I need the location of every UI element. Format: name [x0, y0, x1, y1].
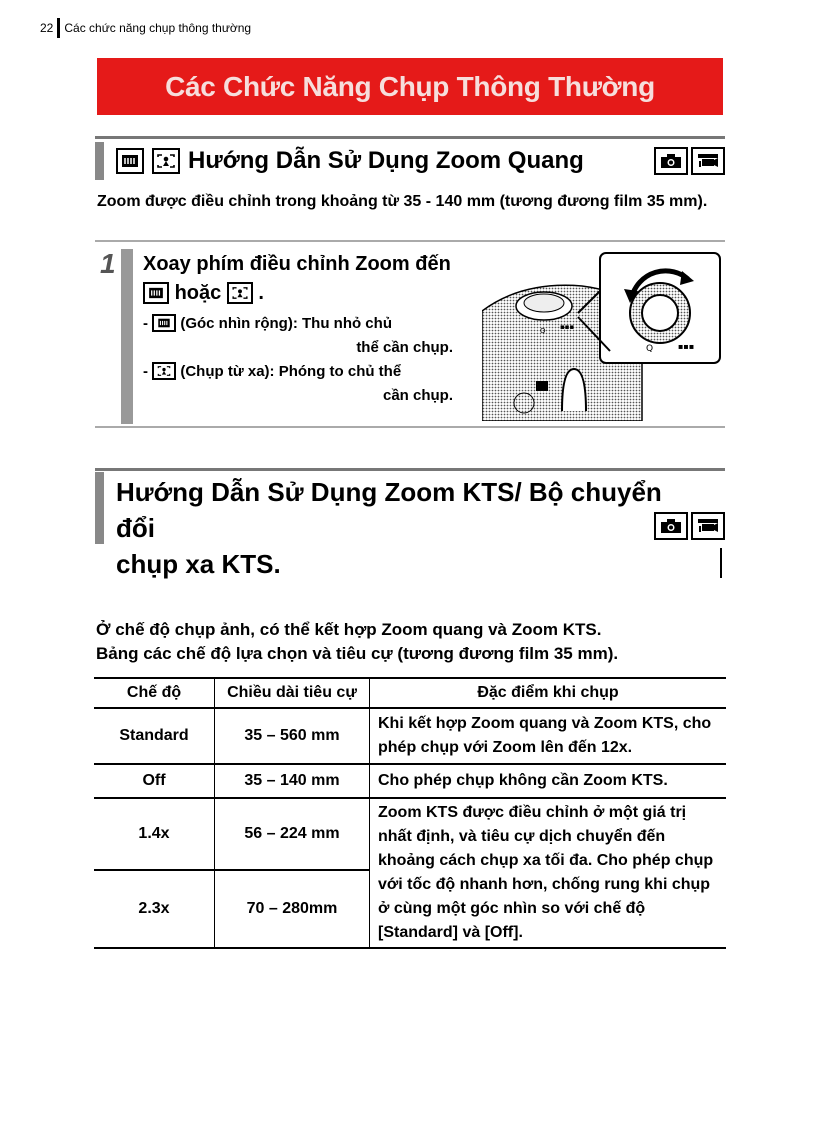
section2-top-rule	[95, 468, 725, 471]
table-header-focal: Chiều dài tiêu cự	[215, 678, 370, 708]
step-main-line2	[143, 279, 463, 308]
focal-cell: 35 – 140 mm	[215, 764, 370, 798]
intro-line2: Bảng các chế độ lựa chọn và tiêu cự (tương đương film 35 mm).	[96, 644, 619, 663]
table-row	[94, 798, 726, 870]
bullet: -	[143, 363, 148, 380]
section2-heading	[116, 474, 676, 582]
svg-text:▪▪▪: ▪▪▪	[678, 342, 695, 351]
mode-cell: 2.3x	[94, 870, 215, 948]
section1-bottom-rule	[95, 426, 725, 428]
section1-description: Zoom được điều chỉnh trong khoảng từ 35 - 140 mm (tương đương film 35 mm).	[97, 193, 708, 210]
zoom-tele-icon	[152, 362, 176, 380]
mode-cell: 1.4x	[94, 798, 215, 870]
zoom-tele-icon	[227, 282, 253, 304]
tele-description	[143, 360, 463, 408]
section2-title-line1: Hướng Dẫn Sử Dụng Zoom KTS/ Bộ chuyển đổi	[116, 477, 662, 543]
still-camera-icon	[654, 147, 688, 175]
table-header-mode: Chế độ	[94, 678, 215, 708]
running-header	[40, 18, 251, 38]
wide-desc-2: thể cần chụp.	[356, 339, 453, 356]
chapter-banner	[97, 58, 723, 115]
intro-line1: Ở chế độ chụp ảnh, có thể kết hợp Zoom quang và Zoom KTS.	[96, 620, 602, 639]
zoom-wide-icon	[143, 282, 169, 304]
table-header-feature: Đặc điểm khi chụp	[370, 678, 727, 708]
focal-cell: 56 – 224 mm	[215, 798, 370, 870]
table-row	[94, 764, 726, 798]
page-number: 22	[40, 21, 54, 35]
still-camera-icon	[654, 512, 688, 540]
running-title: Các chức năng chụp thông thường	[64, 21, 252, 35]
header-divider	[57, 18, 60, 38]
wide-desc-1: Thu nhỏ chủ	[302, 315, 392, 332]
chapter-title: Các Chức Năng Chụp Thông Thường	[165, 70, 655, 102]
svg-text:Q: Q	[540, 327, 546, 335]
section2-side-bar	[95, 472, 104, 544]
mode-cell: Off	[94, 764, 215, 798]
step-instructions	[143, 250, 463, 408]
or-word: hoặc	[174, 282, 222, 304]
movie-camera-icon	[691, 512, 725, 540]
section2-mode-icons	[654, 512, 725, 540]
section1-title: Hướng Dẫn Sử Dụng Zoom Quang	[188, 147, 584, 174]
zoom-wide-icon	[152, 314, 176, 332]
table-row	[94, 708, 726, 764]
feature-cell: Khi kết hợp Zoom quang và Zoom KTS, cho phép chụp với Zoom lên đến 12x.	[370, 708, 727, 764]
section1-top-rule	[95, 136, 725, 139]
movie-camera-icon	[691, 147, 725, 175]
section1-side-bar	[95, 142, 104, 180]
zoom-mode-table	[94, 677, 726, 949]
wide-description	[143, 312, 463, 360]
feature-cell: Zoom KTS được điều chỉnh ở một giá trị nhất định, và tiêu cự dịch chuyển đến khoảng cách chụp xa tối đa. Cho phép chụp với tốc độ nhanh hơn, chống rung khi chụp ở cùng một góc nhìn so với chế độ [Standard] và [Off].	[370, 798, 727, 948]
step-number: 1	[100, 248, 116, 279]
tele-desc-2: cần chụp.	[382, 387, 453, 404]
svg-text:Q: Q	[646, 344, 654, 354]
zoom-tele-icon	[152, 148, 180, 174]
zoom-lever-illustration	[482, 251, 722, 421]
table-header-row	[94, 678, 726, 708]
wide-label: (Góc nhìn rộng):	[180, 315, 298, 332]
change-bar	[720, 548, 722, 578]
section2-intro	[96, 618, 736, 666]
bullet: -	[143, 315, 148, 332]
focal-cell: 35 – 560 mm	[215, 708, 370, 764]
section1-mode-icons	[654, 147, 725, 175]
tele-desc-1: Phóng to chủ thể	[278, 363, 402, 380]
section1-sub-rule	[95, 240, 725, 242]
zoom-wide-icon	[116, 148, 144, 174]
step-main-line1: Xoay phím điều chỉnh Zoom đến	[143, 253, 451, 275]
step-side-bar	[121, 249, 133, 424]
mode-cell: Standard	[94, 708, 215, 764]
tele-label: (Chụp từ xa):	[180, 363, 275, 380]
section2-title-line2: chụp xa KTS.	[116, 549, 281, 579]
svg-text:▪▪▪: ▪▪▪	[560, 323, 575, 331]
sentence-end: .	[258, 282, 264, 304]
focal-cell: 70 – 280mm	[215, 870, 370, 948]
feature-cell: Cho phép chụp không cần Zoom KTS.	[370, 764, 727, 798]
section1-heading	[116, 140, 584, 182]
